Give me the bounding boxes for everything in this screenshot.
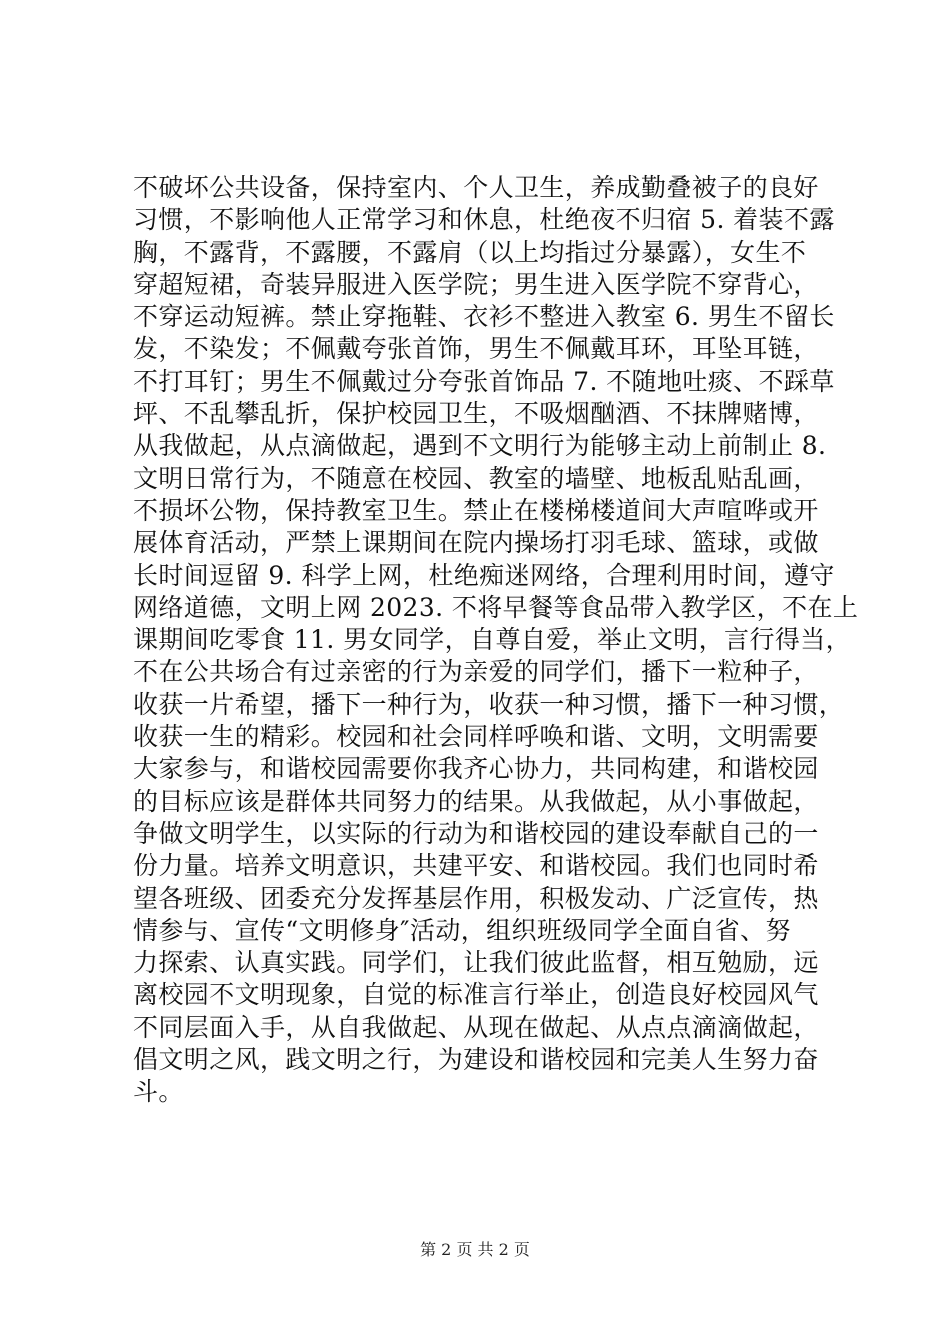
body-text-line: 倡文明之风，践文明之行，为建设和谐校园和完美人生努力奋 [133,1045,819,1075]
body-text-line: 大家参与，和谐校园需要你我齐心协力，共同构建，和谐校园 [133,754,819,784]
body-text-line: 展体育活动，严禁上课期间在院内操场打羽毛球、篮球，或做 [133,528,819,558]
body-text-line: 斗。 [133,1077,184,1107]
body-text-line: 穿超短裙，奇装异服进入医学院；男生进入医学院不穿背心， [133,269,819,299]
body-text-line: 不损坏公物，保持教室卫生。禁止在楼梯楼道间大声喧哗或开 [133,495,819,525]
body-text-line: 力探索、认真实践。同学们，让我们彼此监督，相互勉励，远 [133,948,819,978]
body-text-line: 望各班级、团委充分发挥基层作用，积极发动、广泛宣传，热 [133,883,819,913]
body-text-line: 情参与、宣传“文明修身″活动，组织班级同学全面自省、努 [133,915,791,945]
body-text-line: 课期间吃零食 11. 男女同学，自尊自爱，举止文明，言行得当， [133,625,852,655]
body-text-line: 收获一生的精彩。校园和社会同样呼唤和谐、文明，文明需要 [133,722,819,752]
body-text-line: 习惯，不影响他人正常学习和休息，杜绝夜不归宿 5. 着装不露 [133,205,835,235]
body-text-line: 胸，不露背，不露腰，不露肩（以上均指过分暴露），女生不 [133,237,807,267]
body-text-line: 从我做起，从点滴做起，遇到不文明行为能够主动上前制止 8. [133,431,827,461]
body-text-line: 坪、不乱攀乱折，保护校园卫生，不吸烟酗酒、不抹牌赌博， [133,399,819,429]
body-text-line: 争做文明学生，以实际的行动为和谐校园的建设奉献自己的一 [133,818,819,848]
body-text-line: 收获一片希望，播下一种行为，收获一种习惯，播下一种习惯， [133,689,845,719]
body-text-line: 网络道德，文明上网 2023. 不将早餐等食品带入教学区，不在上 [133,592,859,622]
body-text-line: 长时间逗留 9. 科学上网，杜绝痴迷网络，合理利用时间，遵守 [133,560,835,590]
body-text-line: 不打耳钉；男生不佩戴过分夸张首饰品 7. 不随地吐痰、不踩草 [133,366,835,396]
body-text-line: 离校园不文明现象，自觉的标准言行举止，创造良好校园风气 [133,980,819,1010]
document-body [133,172,859,1109]
body-text-line: 份力量。培养文明意识，共建平安、和谐校园。我们也同时希 [133,851,819,881]
body-text-line: 发，不染发；不佩戴夸张首饰，男生不佩戴耳环，耳坠耳链， [133,334,819,364]
body-text-line: 文明日常行为，不随意在校园、教室的墙壁、地板乱贴乱画， [133,463,819,493]
body-text-line: 不在公共场合有过亲密的行为亲爱的同学们，播下一粒种子， [133,657,819,687]
body-text-line: 不破坏公共设备，保持室内、个人卫生，养成勤叠被子的良好 [133,173,819,202]
body-text-line: 不穿运动短裤。禁止穿拖鞋、衣衫不整进入教室 6. 男生不留长 [133,302,835,332]
body-text-line: 的目标应该是群体共同努力的结果。从我做起，从小事做起， [133,786,819,816]
body-text-line: 不同层面入手，从自我做起、从现在做起、从点点滴滴做起， [133,1012,819,1042]
page-footer: 第 2 页 共 2 页 [420,1240,530,1259]
